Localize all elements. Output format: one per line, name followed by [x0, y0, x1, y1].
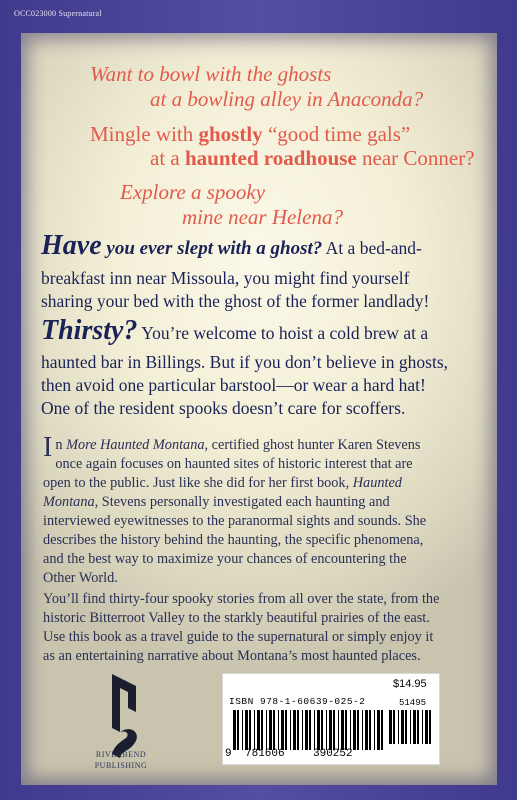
barcode-bar — [350, 710, 351, 750]
question-bowl-line1: Want to bowl with the ghosts — [90, 62, 332, 86]
description-paragraph — [43, 432, 483, 588]
barcode-bar — [261, 710, 263, 750]
barcode-bar — [326, 710, 327, 750]
barcode-bar — [329, 710, 332, 750]
para1-line2: once again focuses on haunted sites of historic interest that are — [55, 456, 413, 472]
barcode-bar — [425, 710, 428, 744]
barcode-bar — [273, 710, 275, 750]
para2-line2: historic Bitterroot Valley to the starkly beautiful prairies of the east. — [43, 610, 430, 626]
para1-line1 — [43, 432, 483, 463]
barcode-bar — [374, 710, 375, 750]
isbn-label: ISBN 978-1-60639-025-2 — [229, 696, 366, 707]
block-thirsty-line2: haunted bar in Billings. But if you don’t believe in ghosts, — [41, 352, 449, 372]
q2-text-c: “good time gals” — [262, 122, 411, 146]
barcode-bar — [278, 710, 279, 750]
question-mine-line1: Explore a spooky — [120, 180, 266, 204]
barcode-bar — [422, 710, 423, 744]
barcode-bar — [237, 710, 239, 750]
drop-cap: I — [43, 432, 53, 463]
barcode-bar — [297, 710, 299, 750]
p1-l1c: certified ghost hunter Karen Stevens — [208, 437, 421, 453]
barcode-bar — [245, 710, 248, 750]
barcode-bar — [398, 710, 399, 744]
sub-slept: you ever slept with a ghost? — [101, 238, 323, 259]
category-label: OCC023000 Supernatural — [14, 9, 102, 18]
barcode-bar — [338, 710, 339, 750]
para1-line3 — [43, 474, 483, 493]
para1-line6: describes the history behind the haunting, the specific phenomena, — [43, 532, 424, 548]
barcode-bar — [393, 710, 395, 744]
price-label: $14.95 — [393, 678, 427, 690]
barcode-bar — [314, 710, 315, 750]
para2-line1: You’ll find thirty-four spooky stories from all over the state, from the — [43, 591, 440, 607]
barcode-digits-left: 781606 — [245, 748, 285, 760]
para1-line7: and the best way to maximize your chances of encountering the — [43, 551, 407, 567]
barcode-bars-main — [233, 710, 383, 750]
barcode-bar — [369, 710, 371, 750]
block-thirsty-line1 — [41, 315, 429, 346]
addon-digits: 51495 — [399, 698, 427, 708]
barcode-bar — [381, 710, 383, 750]
q2-emph-ghostly: ghostly — [198, 122, 263, 146]
barcode-bar — [321, 710, 323, 750]
ghost-l1: At a bed-and- — [322, 238, 422, 258]
barcode-bar — [257, 710, 260, 750]
p1-l4b: Stevens personally investigated each haunting and — [98, 494, 390, 510]
barcode-bar — [281, 710, 284, 750]
p1-l1a: n — [55, 437, 67, 453]
question-bowl-line2: at a bowling alley in Anaconda? — [150, 87, 424, 111]
barcode-bar — [249, 710, 251, 750]
barcode-bar — [266, 710, 267, 750]
q2-text-f: near Conner? — [356, 146, 475, 170]
barcode-bar — [401, 710, 404, 744]
question-mingle-line2 — [150, 146, 475, 171]
q2-text-d: at a — [150, 146, 185, 170]
lead-have: Have — [41, 230, 102, 261]
barcode-bar — [410, 710, 411, 744]
question-mingle-line1 — [90, 122, 410, 147]
barcode-bar — [413, 710, 416, 744]
barcode-bar — [362, 710, 363, 750]
barcode-bar — [345, 710, 347, 750]
barcode-bar — [305, 710, 308, 750]
barcode-bar — [285, 710, 287, 750]
barcode-bar — [357, 710, 359, 750]
summary-paragraph — [43, 590, 493, 666]
barcode-bar — [242, 710, 243, 750]
block-thirsty-line4: One of the resident spooks doesn’t care for scoffers. — [41, 398, 406, 418]
q2-text-a: Mingle with — [90, 122, 199, 146]
p1-title: More Haunted Montana, — [66, 437, 209, 453]
block-thirsty-line3: then avoid one particular barstool—or wear a hard hat! — [41, 375, 426, 395]
barcode-bar — [233, 710, 236, 750]
barcode-bar — [293, 710, 296, 750]
barcode-digits-right: 390252 — [313, 748, 353, 760]
barcode-bar — [302, 710, 303, 750]
q2-emph-roadhouse: haunted roadhouse — [184, 146, 357, 170]
barcode-digit-first: 9 — [225, 748, 232, 760]
block-ghost-line1 — [41, 230, 422, 261]
publisher-name-line2: PUBLISHING — [94, 761, 148, 770]
para1-line5: interviewed eyewitnesses to the paranormal sights and sounds. She — [43, 513, 427, 529]
barcode-bar — [377, 710, 380, 750]
barcode-bar — [417, 710, 419, 744]
barcode-bar — [269, 710, 272, 750]
p1-l3a: open to the public. Just like she did for her first book, — [43, 475, 353, 491]
barcode-bar — [365, 710, 368, 750]
para1-line4 — [43, 493, 483, 512]
barcode-bars-addon — [389, 710, 433, 744]
p1-l3b: Haunted — [352, 475, 402, 491]
barcode-bar — [429, 710, 431, 744]
barcode-bar — [405, 710, 407, 744]
barcode-bar — [389, 710, 392, 744]
barcode-bar — [309, 710, 311, 750]
barcode-bar — [353, 710, 356, 750]
barcode-panel — [222, 673, 440, 765]
lead-thirsty: Thirsty? — [41, 315, 138, 346]
question-mine-line2: mine near Helena? — [182, 205, 343, 229]
block-ghost-line3: sharing your bed with the ghost of the former landlady! — [41, 291, 430, 311]
p1-l4a: Montana, — [43, 494, 99, 510]
barcode-bar — [254, 710, 255, 750]
para1-line8: Other World. — [43, 570, 118, 586]
para2-line3: Use this book as a travel guide to the supernatural or simply enjoy it — [43, 629, 434, 645]
publisher-name-line1: RIVERBEND — [95, 750, 147, 759]
barcode-bar — [333, 710, 335, 750]
barcode-bar — [317, 710, 320, 750]
para2-line4: as an entertaining narrative about Montana’s most haunted places. — [43, 648, 421, 664]
thirsty-l1: You’re welcome to hoist a cold brew at a — [137, 323, 429, 343]
barcode-bar — [341, 710, 344, 750]
block-ghost-line2: breakfast inn near Missoula, you might find yourself — [41, 268, 410, 288]
barcode-bar — [290, 710, 291, 750]
